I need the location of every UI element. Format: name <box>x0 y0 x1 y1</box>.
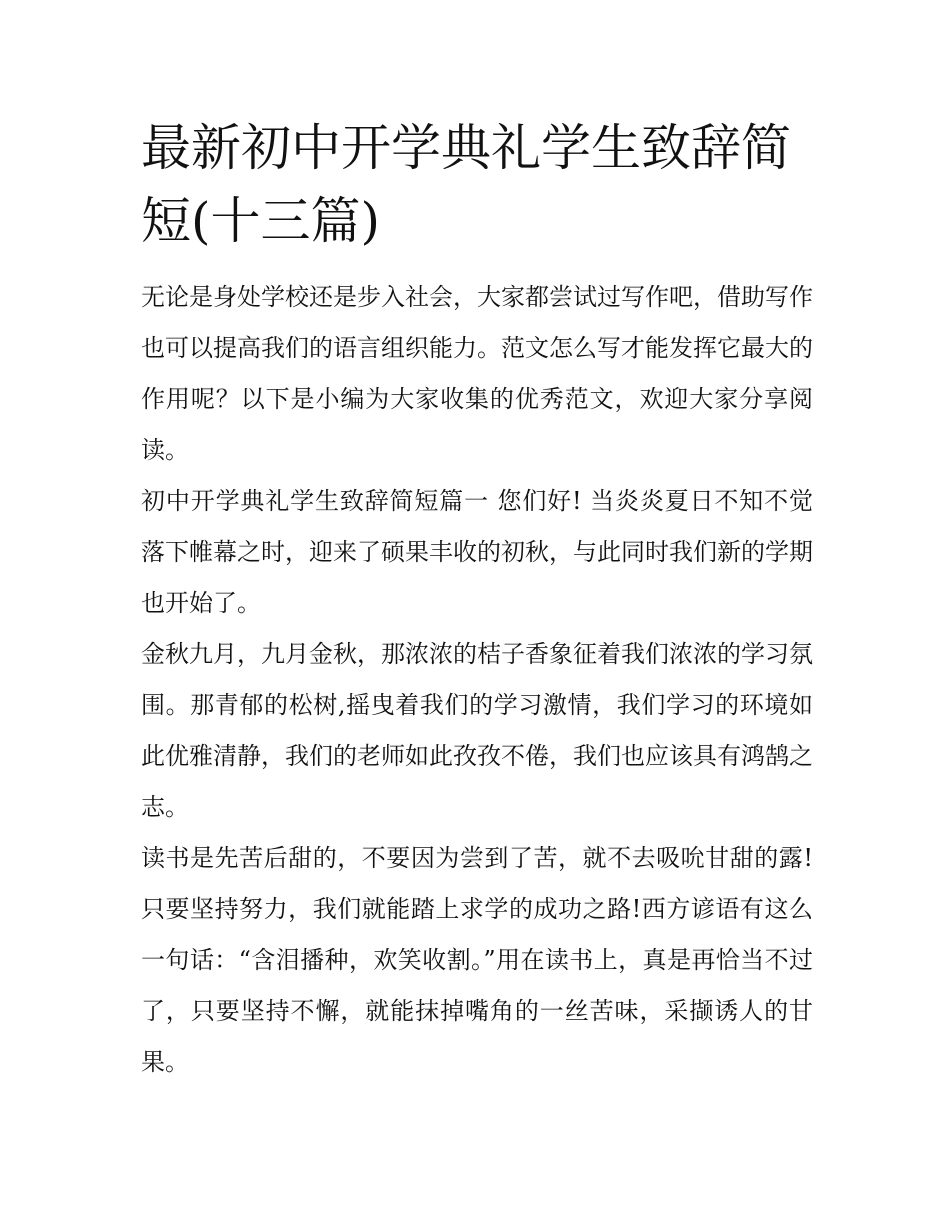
paragraph-intro: 无论是身处学校还是步入社会，大家都尝试过写作吧，借助写作也可以提高我们的语言组织能力。范文怎么写才能发挥它最大的作用呢？以下是小编为大家收集的优秀范文，欢迎大家分享阅读。 <box>141 283 813 464</box>
paragraph-reading: 读书是先苦后甜的，不要因为尝到了苦，就不去吸吮甘甜的露!只要坚持努力，我们就能踏上求学的成功之路!西方谚语有这么一句话：“含泪播种，欢笑收割。”用在读书上，真是再恰当不过了，只要坚持不懈，就能抹掉嘴角的一丝苦味，采撷诱人的甘果。 <box>141 844 813 1076</box>
document-title: 最新初中开学典礼学生致辞简短(十三篇) <box>141 119 791 250</box>
paragraph-autumn: 金秋九月，九月金秋，那浓浓的桔子香象征着我们浓浓的学习氛围。那青郁的松树,摇曳着我们的学习激情，我们学习的环境如此优雅清静，我们的老师如此孜孜不倦，我们也应该具有鸿鹄之志。 <box>141 640 813 821</box>
document-page <box>141 112 813 1088</box>
document-body <box>141 272 813 1088</box>
paragraph-part-one-opening: 初中开学典礼学生致辞简短篇一 您们好! 当炎炎夏日不知不觉落下帷幕之时，迎来了硕果丰收的初秋，与此同时我们新的学期也开始了。 <box>141 487 813 617</box>
